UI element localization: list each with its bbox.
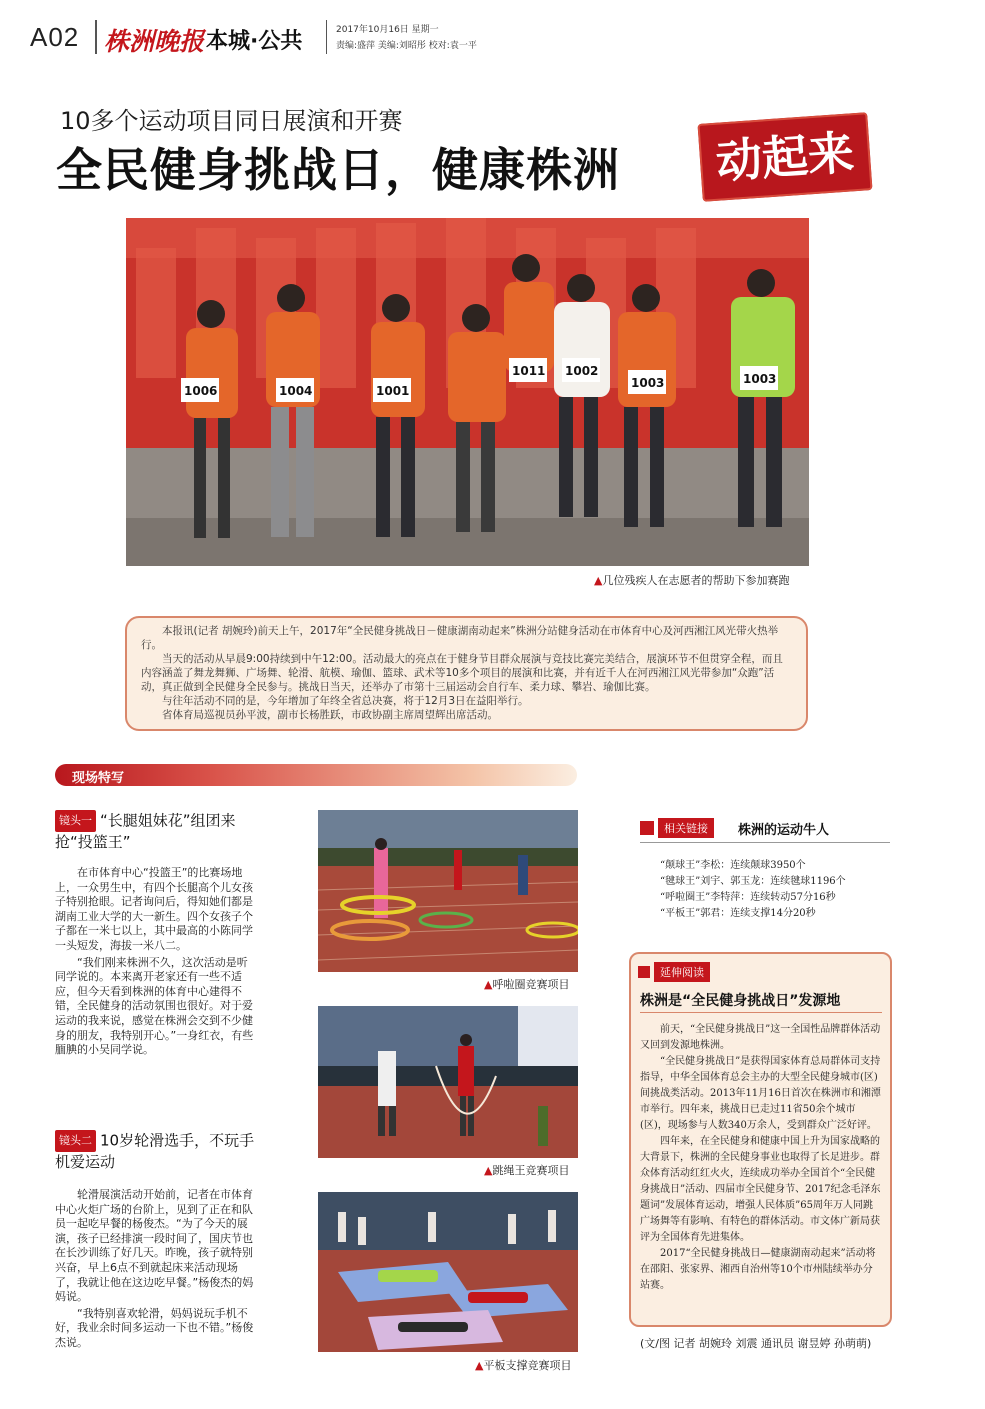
section-title: 本城·公共 <box>206 29 303 54</box>
caption-triangle-icon: ▲ <box>475 1359 484 1372</box>
dateline: 2017年10月16日 星期一 <box>336 25 439 35</box>
extended-paragraph: 前天，“全民健身挑战日”这一全国性品牌群体活动又回到发源地株洲。 <box>640 1024 881 1051</box>
arrow-icon <box>638 966 650 978</box>
photo-caption: ▲跳绳王竞赛项目 <box>484 1164 570 1177</box>
header-divider <box>95 20 97 54</box>
header-divider <box>326 20 327 54</box>
related-list <box>660 858 846 922</box>
lead-paragraph: 与往年活动不同的是，今年增加了年终全省总决赛，将于12月3日在益阳举行。 <box>162 695 529 707</box>
newspaper-logo: 株洲晚报 <box>104 27 205 56</box>
extended-tag: 延伸阅读 <box>654 962 710 982</box>
photo-caption: ▲平板支撑竞赛项目 <box>475 1359 572 1372</box>
extended-title: 株洲是“全民健身挑战日”发源地 <box>640 993 841 1009</box>
caption-triangle-icon: ▲ <box>594 574 603 587</box>
page-number: A02 <box>30 22 80 52</box>
editors-line: 责编:盛萍 美编:刘昭彤 校对:袁一平 <box>336 41 477 51</box>
related-title: 株洲的运动牛人 <box>738 822 830 838</box>
jump-rope-photo <box>318 1006 578 1158</box>
story2-tag: 镜头二 <box>55 1130 96 1152</box>
related-tag: 相关链接 <box>658 818 714 838</box>
story2-title: 镜头二 10岁轮滑选手，不玩手机爱运动 <box>55 1131 255 1171</box>
bib-number: 1001 <box>376 384 410 398</box>
divider <box>640 842 890 843</box>
headline-stamp: 动起来 <box>697 112 872 202</box>
lead-box <box>125 616 808 731</box>
caption-triangle-icon: ▲ <box>484 978 493 991</box>
caption-triangle-icon: ▲ <box>484 1164 493 1177</box>
story1-body <box>55 866 255 1060</box>
related-header <box>640 818 829 838</box>
story2-paragraph: “我特别喜欢轮滑，妈妈说玩手机不好，我业余时间多运动一下也不错。”杨俊杰说。 <box>55 1306 254 1349</box>
extended-paragraph: 四年来，在全民健身和健康中国上升为国家战略的大背景下，株洲的全民健身事业也取得了长足进步。群众体育活动红红火火，连续成功举办全国首个“全民健身挑战日”活动、四届市全民健身节、2017纪念毛泽东题词”发展体育运动，增强人民体质”65周年万人同跳广场舞等有影响、有特色的群体活动。市文体广新局获评为全国体育先进集体。 <box>640 1136 881 1243</box>
bib-number: 1011 <box>512 364 546 378</box>
arrow-icon <box>640 821 654 835</box>
lead-paragraph: 本报讯(记者 胡婉玲)前天上午，2017年“全民健身挑战日－健康湖南动起来”株洲分站健身活动在市体育中心及河西湘江风光带火热举行。 <box>141 625 779 651</box>
extended-body <box>640 1022 882 1294</box>
lead-paragraph: 省体育局巡视员孙平波，副市长杨胜跃，市政协副主席周望辉出席活动。 <box>162 709 498 721</box>
section-banner <box>55 764 577 786</box>
list-item: “毽球王”刘宇、郭玉龙：连续毽球1196个 <box>660 876 846 887</box>
story1-paragraph: “我们刚来株洲不久，这次活动是听同学说的。本来离开老家还有一些不适应，但今天看到株洲的体育中心建得不错，全民健身的活动氛围也很好。对于爱运动的我来说，感觉在株洲会交到不少健身的朋友，我特别开心。”一身红衣，有些腼腆的小吴同学说。 <box>55 955 254 1057</box>
plank-photo <box>318 1192 578 1352</box>
list-item: “平板王”郭君：连续支撑14分20秒 <box>660 908 816 919</box>
bib-number: 1003 <box>631 376 665 390</box>
hero-caption: ▲几位残疾人在志愿者的帮助下参加赛跑 <box>594 574 790 587</box>
hero-photo <box>126 218 809 566</box>
section-banner-label: 现场特写 <box>72 771 125 786</box>
extended-paragraph: “全民健身挑战日”是获得国家体育总局群体司支持指导，中华全国体育总会主办的大型全民健身城市(区)间挑战类活动。2013年11月16日首次在株洲市和湘潭市举行。四年来，挑战日已走过11省50余个城市(区)，现场参与人数340万余人，受到群众广泛好评。 <box>640 1056 881 1131</box>
bib-number: 1003 <box>743 372 777 386</box>
bib-number: 1006 <box>184 384 218 398</box>
story2-body <box>55 1188 255 1353</box>
extended-paragraph: 2017“全民健身挑战日—健康湖南动起来”活动将在邵阳、张家界、湘西自治州等10个市州陆续举办分站赛。 <box>640 1248 876 1291</box>
bib-number: 1004 <box>279 384 313 398</box>
story1-title: 镜头一 “长腿姐妹花”组团来抢“投篮王” <box>55 811 236 851</box>
story1-paragraph: 在市体育中心“投篮王”的比赛场地上，一众男生中，有四个长腿高个儿女孩子特别抢眼。记者询问后，得知她们都是湖南工业大学的大一新生。四个女孩子个子都在一米七以上，其中最高的小陈同学一头短发，海拔一米八二。 <box>55 866 253 952</box>
bib-number: 1002 <box>565 364 599 378</box>
main-headline: 全民健身挑战日，健康株洲 <box>56 143 620 197</box>
story2-paragraph: 轮滑展演活动开始前，记者在市体育中心火炬广场的台阶上，见到了正在和队员一起吃早餐的杨俊杰。“为了今天的展演，孩子已经排演一段时间了，国庆节也在长沙训练了好几天。昨晚，孩子就特别兴奋，早上6点不到就起床来活动现场了，我就让他在这边吃早餐。”杨俊杰的妈妈说。 <box>55 1188 254 1304</box>
story1-tag: 镜头一 <box>55 810 96 832</box>
extended-header <box>638 962 710 982</box>
photo-caption: ▲呼啦圈竞赛项目 <box>484 978 570 991</box>
lead-paragraph: 当天的活动从早晨9:00持续到中午12:00。活动最大的亮点在于健身节目群众展演与竞技比赛完美结合，展演环节不但贯穿全程，而且内容涵盖了舞龙舞狮、广场舞、轮滑、航模、瑜伽、篮球、武术等10多个项目的展演和比赛，并有近千人在河西湘江风光带参加“众跑”活动，真正做到全民健身全民参与。挑战日当天，还举办了市第十三届运动会自行车、柔力球、攀岩、瑜伽比赛。 <box>141 653 783 693</box>
byline: (文/图 记者 胡婉玲 刘震 通讯员 谢昱婷 孙萌萌) <box>640 1337 872 1350</box>
divider <box>640 1012 882 1013</box>
hula-hoop-photo <box>318 810 578 972</box>
kicker-headline: 10多个运动项目同日展演和开赛 <box>60 107 403 135</box>
list-item: “呼啦圈王”李特萍：连续转动57分16秒 <box>660 892 836 903</box>
list-item: “颠球王”李松：连续颠球3950个 <box>660 860 806 871</box>
